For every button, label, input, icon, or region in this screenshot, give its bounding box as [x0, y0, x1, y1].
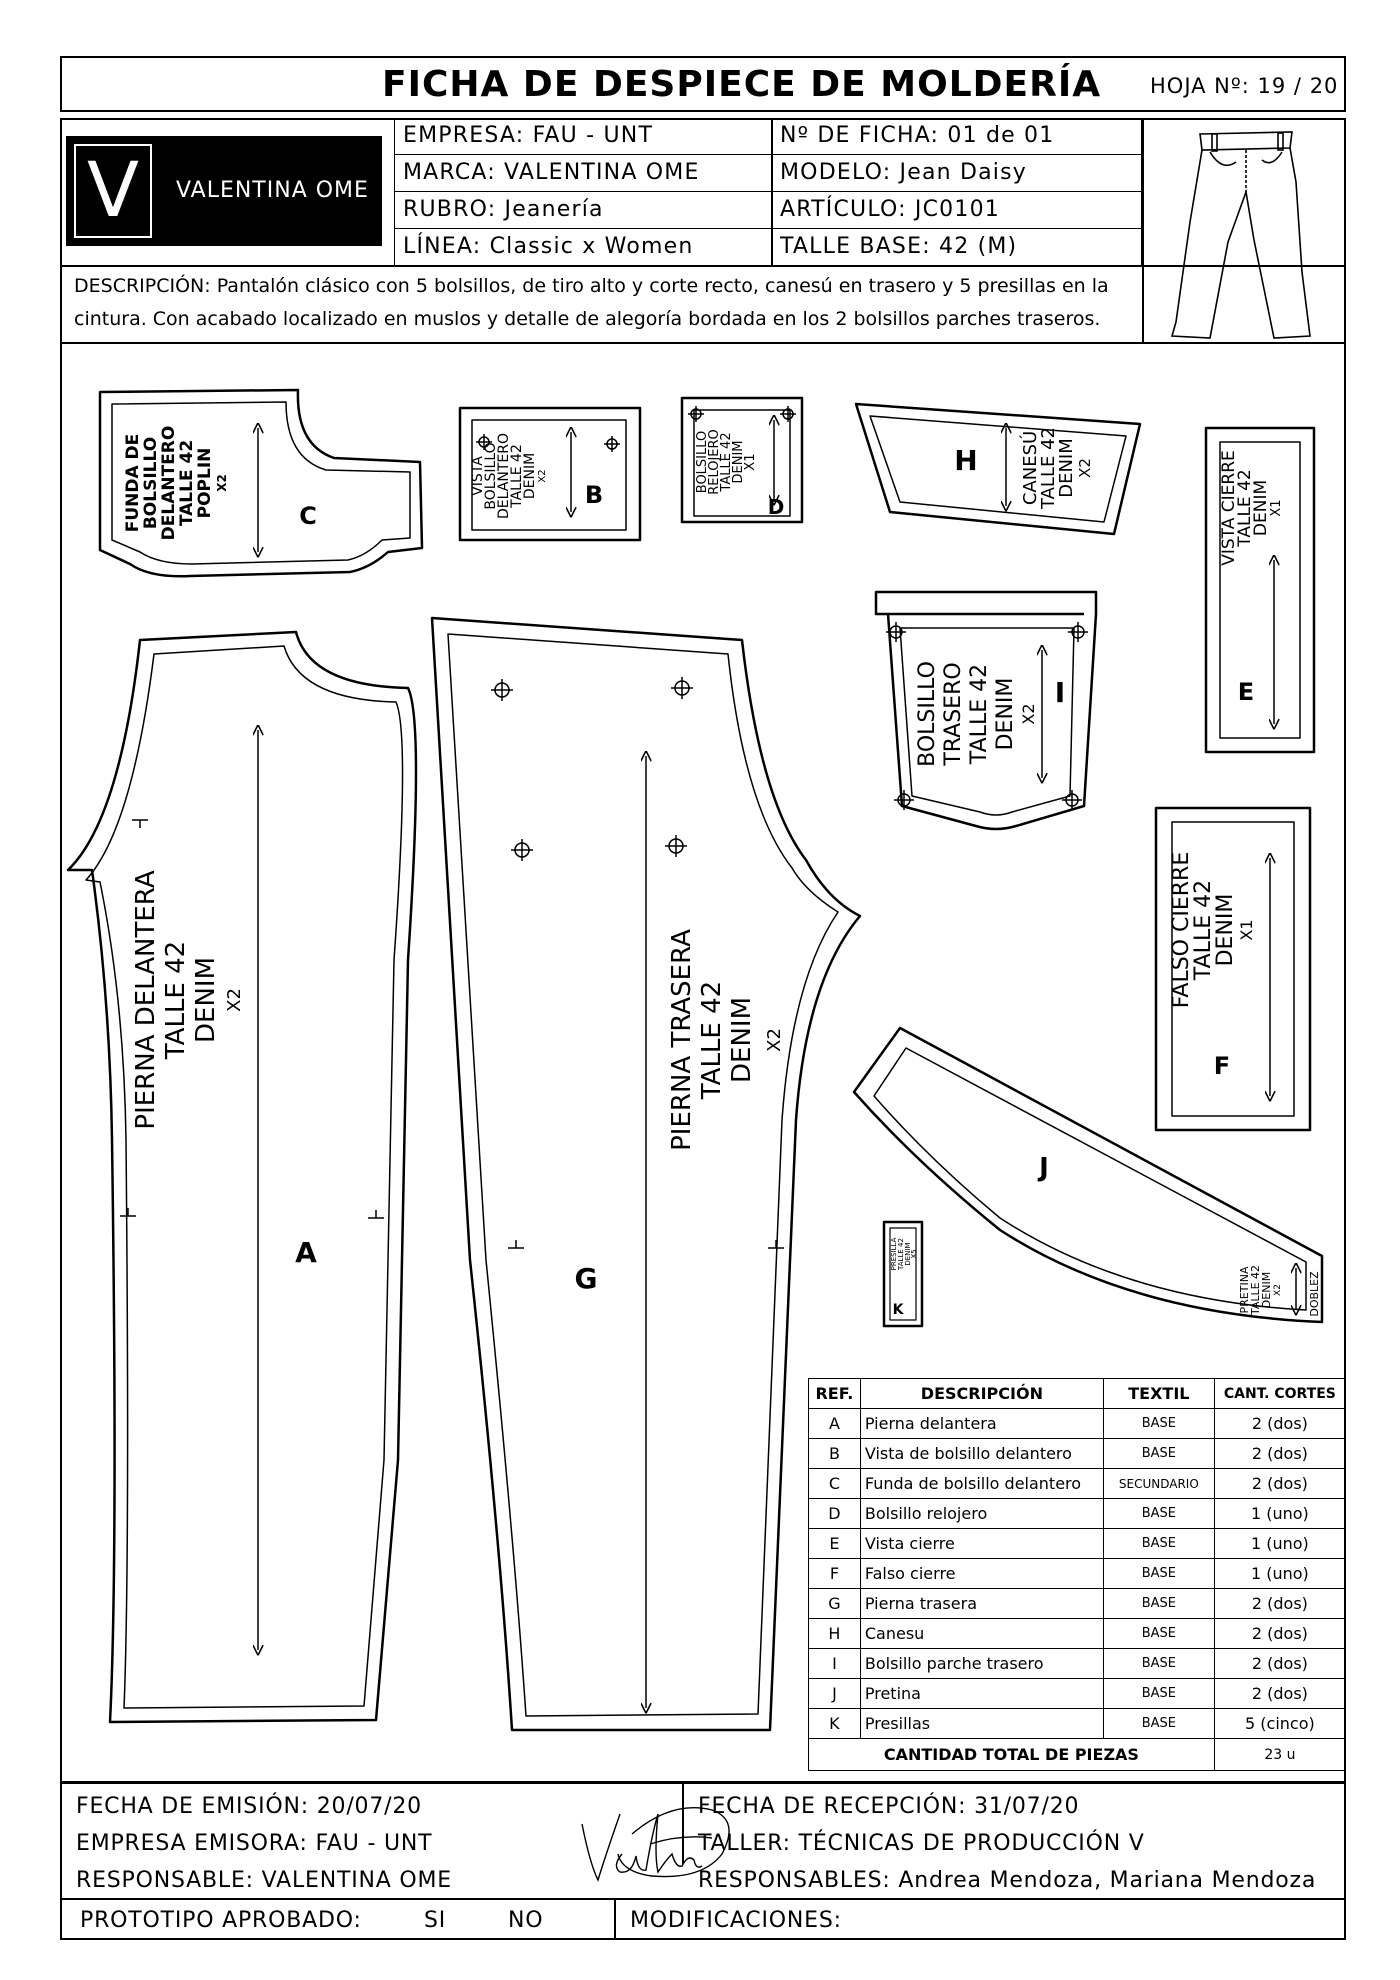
- piece-g-label-2: TALLE 42: [697, 980, 727, 1100]
- cell-textil: SECUNDARIO: [1103, 1469, 1214, 1499]
- piece-a-label-2: TALLE 42: [161, 940, 191, 1060]
- cell-textil: BASE: [1103, 1619, 1214, 1649]
- piece-e-label-4: X1: [1269, 499, 1284, 517]
- cell-textil: BASE: [1103, 1709, 1214, 1739]
- prototipo-label: PROTOTIPO APROBADO:: [80, 1908, 362, 1933]
- piece-g-label-3: DENIM: [727, 997, 757, 1083]
- piece-e-letter: E: [1237, 678, 1255, 706]
- piece-f-label-1: FALSO CIERRE: [1169, 851, 1194, 1009]
- piece-b-label-5: DENIM: [522, 452, 538, 500]
- fecha-recepcion: FECHA DE RECEPCIÓN: 31/07/20: [698, 1794, 1080, 1819]
- piece-a: [68, 632, 416, 1722]
- piece-j-label-4: X2: [1273, 1284, 1283, 1296]
- piece-i-letter: I: [1054, 676, 1066, 709]
- piece-i-label-5: X2: [1019, 703, 1038, 725]
- cell-textil: BASE: [1103, 1649, 1214, 1679]
- cell-ref: C: [809, 1469, 861, 1499]
- table-row: [809, 1409, 1346, 1439]
- piece-d-label-5: X1: [743, 453, 758, 471]
- table-row: [809, 1709, 1346, 1739]
- piece-h-label-1: CANESÚ: [1020, 430, 1041, 506]
- piece-j-label-3: DENIM: [1260, 1271, 1273, 1309]
- cell-cant: 2 (dos): [1214, 1619, 1345, 1649]
- cell-cant: 2 (dos): [1214, 1469, 1345, 1499]
- cell-cant: 1 (uno): [1214, 1529, 1345, 1559]
- cell-cant: 2 (dos): [1214, 1589, 1345, 1619]
- piece-i-label-1: BOLSILLO: [915, 661, 940, 767]
- piece-e-label-2: TALLE 42: [1235, 469, 1255, 547]
- th-cant: CANT. CORTES: [1214, 1379, 1345, 1409]
- cell-ref: H: [809, 1619, 861, 1649]
- total-label: CANTIDAD TOTAL DE PIEZAS: [809, 1739, 1215, 1771]
- info-talle: TALLE BASE: 42 (M): [780, 234, 1018, 259]
- th-textil: TEXTIL: [1103, 1379, 1214, 1409]
- cell-desc: Vista cierre: [860, 1529, 1103, 1559]
- cell-desc: Funda de bolsillo delantero: [860, 1469, 1103, 1499]
- empresa-emisora: EMPRESA EMISORA: FAU - UNT: [76, 1831, 433, 1856]
- piece-a-letter: A: [295, 1236, 317, 1269]
- piece-a-label-4: X2: [224, 988, 245, 1012]
- cell-ref: A: [809, 1409, 861, 1439]
- cell-cant: 2 (dos): [1214, 1649, 1345, 1679]
- th-descripcion: DESCRIPCIÓN: [860, 1379, 1103, 1409]
- piece-c-label-3: DELANTERO: [159, 425, 179, 541]
- piece-j-label-1: PRETINA: [1238, 1266, 1251, 1314]
- table-row: [809, 1589, 1346, 1619]
- cell-desc: Pierna trasera: [860, 1589, 1103, 1619]
- total-value: 23 u: [1214, 1739, 1345, 1771]
- cell-ref: G: [809, 1589, 861, 1619]
- piece-k-label-2: TALLE 42: [897, 1238, 905, 1270]
- piece-e-label-1: VISTA CIERRE: [1219, 450, 1239, 566]
- modificaciones-label: MODIFICACIONES:: [630, 1908, 842, 1933]
- responsable: RESPONSABLE: VALENTINA OME: [76, 1868, 453, 1893]
- footer-divider: [682, 1784, 684, 1864]
- th-ref: REF.: [809, 1379, 861, 1409]
- table-row: [809, 1679, 1346, 1709]
- info-empresa: EMPRESA: FAU - UNT: [395, 118, 771, 155]
- info-marca: MARCA: VALENTINA OME: [395, 155, 771, 192]
- piece-d-label-2: RELOJERO: [707, 429, 722, 495]
- piece-b-label-3: DELANTERO: [496, 433, 512, 519]
- sheet-number: HOJA Nº: 19 / 20: [1150, 74, 1339, 98]
- piece-h: [856, 404, 1140, 534]
- cell-desc: Bolsillo parche trasero: [860, 1649, 1103, 1679]
- piece-i-label-2: TRASERO: [941, 662, 966, 766]
- piece-f-label-2: TALLE 42: [1191, 879, 1216, 981]
- piece-c-label-4: TALLE 42: [177, 439, 197, 527]
- piece-d-label-4: DENIM: [731, 440, 746, 484]
- logo-letter: V: [87, 145, 139, 234]
- cell-textil: BASE: [1103, 1439, 1214, 1469]
- piece-f-letter: F: [1213, 1052, 1231, 1080]
- piece-j-fold: DOBLEZ: [1308, 1271, 1321, 1317]
- piece-g-label-4: X2: [764, 1028, 785, 1052]
- cell-textil: BASE: [1103, 1409, 1214, 1439]
- piece-b-label-6: X2: [537, 469, 548, 483]
- description-line-1: DESCRIPCIÓN: Pantalón clásico con 5 bolsillos, de tiro alto y corte recto, canesú en trasero y 5 presillas en la: [74, 275, 1109, 297]
- piece-f-label-3: DENIM: [1213, 893, 1238, 967]
- cell-ref: K: [809, 1709, 861, 1739]
- piece-b-label-4: TALLE 42: [509, 444, 525, 508]
- cell-cant: 2 (dos): [1214, 1409, 1345, 1439]
- piece-b-label-1: VISTA: [470, 456, 486, 496]
- piece-h-label-3: DENIM: [1056, 438, 1077, 498]
- cell-ref: J: [809, 1679, 861, 1709]
- table-row: [809, 1649, 1346, 1679]
- logo-name: VALENTINA OME: [176, 178, 369, 203]
- piece-h-label-4: X2: [1076, 458, 1094, 478]
- piece-h-label-2: TALLE 42: [1038, 427, 1059, 509]
- title-bar: [60, 56, 1346, 112]
- piece-k-letter: K: [892, 1302, 904, 1318]
- piece-g: [432, 618, 860, 1730]
- info-linea: LÍNEA: Classic x Women: [403, 234, 694, 259]
- approval-bar: [60, 1898, 1346, 1940]
- cell-cant: 5 (cinco): [1214, 1709, 1345, 1739]
- table-row: [809, 1439, 1346, 1469]
- description-divider: [1142, 118, 1144, 342]
- table-row: [809, 1469, 1346, 1499]
- cell-desc: Vista de bolsillo delantero: [860, 1439, 1103, 1469]
- piece-d-label-1: BOLSILLO: [695, 430, 710, 494]
- footer: [60, 1782, 1346, 1900]
- cell-cant: 2 (dos): [1214, 1679, 1345, 1709]
- piece-c-label-1: FUNDA DE: [123, 433, 143, 533]
- approval-divider: [614, 1900, 616, 1940]
- piece-a-label-3: DENIM: [191, 957, 221, 1043]
- pieces-table: [808, 1378, 1346, 1771]
- cell-textil: BASE: [1103, 1499, 1214, 1529]
- piece-k-label-3: DENIM: [904, 1242, 912, 1266]
- cell-ref: B: [809, 1439, 861, 1469]
- brand-logo: [66, 136, 382, 246]
- piece-b-label-2: BOLSILLO: [483, 442, 499, 510]
- piece-f-label-4: X1: [1237, 919, 1256, 941]
- piece-a-label-1: PIERNA DELANTERA: [131, 870, 161, 1130]
- piece-d-label-3: TALLE 42: [719, 432, 734, 492]
- table-row: [809, 1559, 1346, 1589]
- piece-g-letter: G: [574, 1262, 598, 1295]
- piece-i-label-4: DENIM: [993, 677, 1018, 751]
- piece-c-label-6: X2: [215, 474, 229, 492]
- piece-h-letter: H: [954, 444, 978, 477]
- piece-c-label-5: POPLIN: [195, 447, 215, 519]
- piece-j-letter: J: [1039, 1153, 1049, 1183]
- table-total-row: [809, 1739, 1346, 1771]
- table-row: [809, 1619, 1346, 1649]
- piece-k-label-4: X5: [910, 1249, 918, 1259]
- table-row: [809, 1529, 1346, 1559]
- piece-k-label-1: PRESILLA: [890, 1237, 898, 1271]
- info-grid: [394, 118, 1142, 265]
- piece-g-label-1: PIERNA TRASERA: [667, 929, 697, 1151]
- info-modelo: MODELO: Jean Daisy: [772, 155, 1142, 192]
- description-line-2: cintura. Con acabado localizado en muslos y detalle de alegoría bordada en los 2 bolsillos parches traseros.: [74, 308, 1101, 330]
- piece-b-letter: B: [584, 481, 604, 509]
- drill-holes: [476, 406, 1088, 861]
- prototipo-no[interactable]: NO: [508, 1908, 544, 1933]
- cell-desc: Falso cierre: [860, 1559, 1103, 1589]
- cell-ref: F: [809, 1559, 861, 1589]
- prototipo-si[interactable]: SI: [424, 1908, 447, 1933]
- cell-desc: Bolsillo relojero: [860, 1499, 1103, 1529]
- table-header: [809, 1379, 1346, 1409]
- cell-desc: Pretina: [860, 1679, 1103, 1709]
- cell-cant: 1 (uno): [1214, 1559, 1345, 1589]
- cell-ref: D: [809, 1499, 861, 1529]
- taller: TALLER: TÉCNICAS DE PRODUCCIÓN V: [698, 1831, 1145, 1856]
- cell-ref: E: [809, 1529, 861, 1559]
- piece-c-label-2: BOLSILLO: [141, 436, 161, 530]
- cell-textil: BASE: [1103, 1529, 1214, 1559]
- piece-j-label-2: TALLE 42: [1249, 1264, 1262, 1316]
- cell-textil: BASE: [1103, 1559, 1214, 1589]
- cell-desc: Pierna delantera: [860, 1409, 1103, 1439]
- page-title: FICHA DE DESPIECE DE MOLDERÍA: [382, 64, 1102, 105]
- piece-i-label-3: TALLE 42: [967, 663, 992, 765]
- fecha-emision: FECHA DE EMISIÓN: 20/07/20: [76, 1794, 422, 1819]
- responsables: RESPONSABLES: Andrea Mendoza, Mariana Mendoza: [698, 1868, 1317, 1893]
- table-row: [809, 1499, 1346, 1529]
- piece-e-label-3: DENIM: [1251, 479, 1271, 537]
- cell-desc: Canesu: [860, 1619, 1103, 1649]
- cell-textil: BASE: [1103, 1679, 1214, 1709]
- piece-c-letter: C: [299, 502, 317, 530]
- cell-ref: I: [809, 1649, 861, 1679]
- info-ficha: Nº DE FICHA: 01 de 01: [772, 118, 1142, 155]
- cell-cant: 2 (dos): [1214, 1439, 1345, 1469]
- cell-textil: BASE: [1103, 1589, 1214, 1619]
- piece-d-letter: D: [767, 495, 785, 519]
- cell-cant: 1 (uno): [1214, 1499, 1345, 1529]
- cell-desc: Presillas: [860, 1709, 1103, 1739]
- info-articulo: ARTÍCULO: JC0101: [772, 192, 1142, 229]
- info-rubro: RUBRO: Jeanería: [395, 192, 771, 229]
